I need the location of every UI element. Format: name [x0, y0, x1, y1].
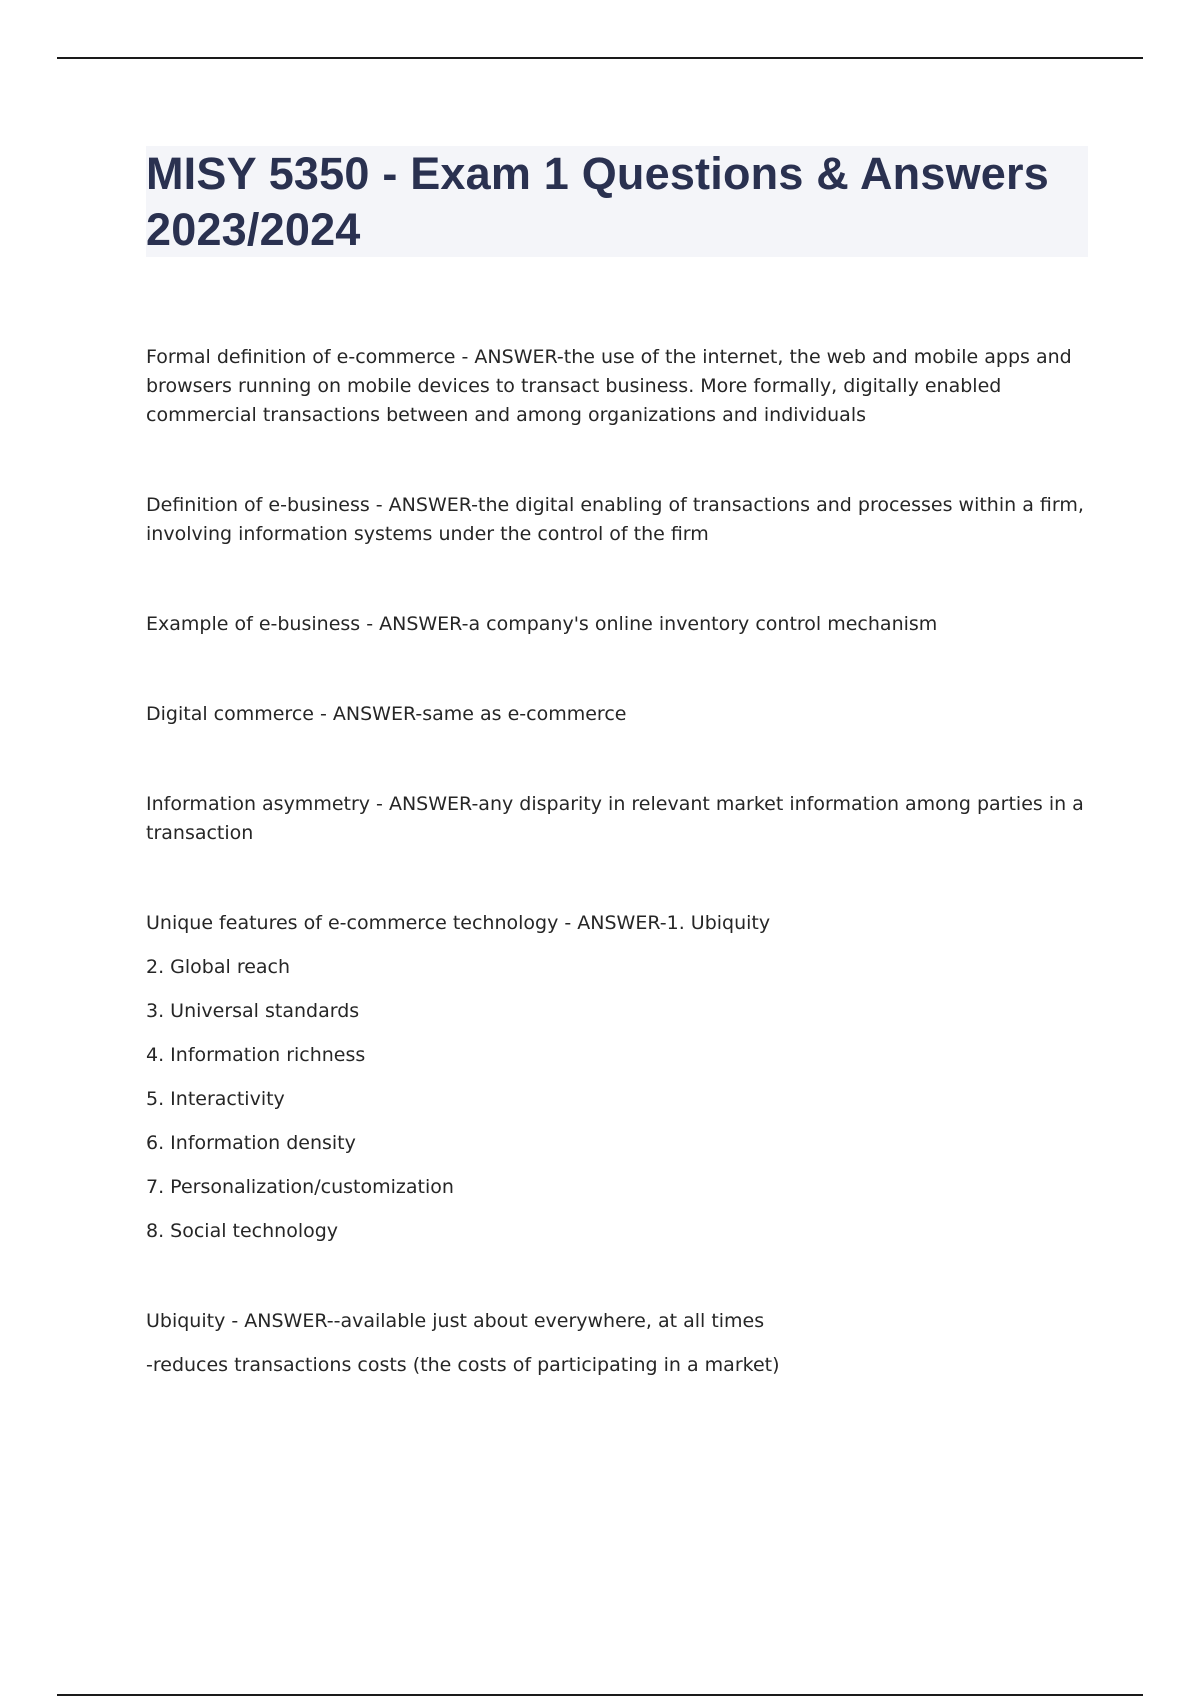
title-banner: [146, 146, 1088, 257]
list-item: 3. Universal standards: [146, 1000, 360, 1022]
qa-entry: [146, 700, 1086, 729]
list-item: 5. Interactivity: [146, 1088, 285, 1110]
qa-text: Digital commerce - ANSWER-same as e-commerce: [146, 703, 627, 725]
list-item: 6. Information density: [146, 1132, 356, 1154]
list-item: 7. Personalization/customization: [146, 1176, 454, 1198]
qa-entry: [146, 1307, 1086, 1380]
qa-text: Unique features of e-commerce technology - ANSWER-1. Ubiquity: [146, 912, 771, 934]
list-item: 4. Information richness: [146, 1044, 366, 1066]
header-rule: [57, 57, 1143, 59]
qa-entry: [146, 909, 1086, 1246]
qa-entry: [146, 610, 1086, 639]
qa-entry: [146, 491, 1086, 549]
list-item: 2. Global reach: [146, 956, 291, 978]
list-item: -reduces transactions costs (the costs of participating in a market): [146, 1354, 780, 1376]
qa-text: Definition of e-business - ANSWER-the digital enabling of transactions and processes within a firm, involving information systems under the control of the firm: [146, 494, 1084, 545]
qa-text: Ubiquity - ANSWER--available just about everywhere, at all times: [146, 1310, 765, 1332]
list-item: 8. Social technology: [146, 1220, 339, 1242]
qa-text: Example of e-business - ANSWER-a company's online inventory control mechanism: [146, 613, 938, 635]
footer-rule: [57, 1694, 1143, 1696]
qa-content: [146, 343, 1086, 1380]
qa-entry: [146, 343, 1086, 430]
qa-text: Formal definition of e-commerce - ANSWER-the use of the internet, the web and mobile apps and browsers running on mobile devices to transact business. More formally, digitally enabled commercial transactions between and among organizations and individuals: [146, 346, 1072, 426]
qa-text: Information asymmetry - ANSWER-any disparity in relevant market information among parties in a transaction: [146, 793, 1084, 844]
qa-entry: [146, 790, 1086, 848]
document-title: MISY 5350 - Exam 1 Questions & Answers 2023/2024: [146, 148, 1049, 255]
